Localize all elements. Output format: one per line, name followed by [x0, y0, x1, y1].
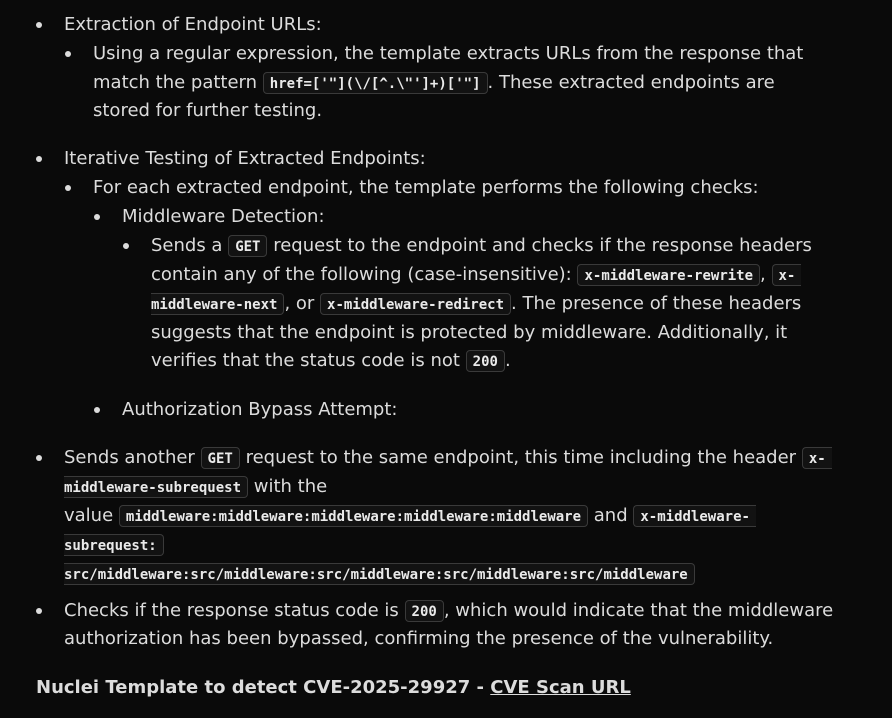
text: , or	[284, 293, 321, 314]
md-line-2	[151, 262, 801, 288]
header-rewrite-code: x-middleware-rewrite	[577, 264, 760, 286]
text: . These extracted endpoints are	[487, 72, 775, 93]
text: and	[588, 505, 634, 526]
text: contain any of the following (case-insensitive):	[151, 264, 578, 285]
md-line-1	[151, 233, 812, 259]
bypass-attempt-title: Authorization Bypass Attempt:	[122, 399, 398, 420]
get-code: GET	[201, 447, 240, 469]
src-middleware-header-code: src/middleware:src/middleware:src/middleware:src/middleware:src/middleware	[64, 563, 695, 585]
checks-line-1	[64, 598, 833, 624]
text: with the	[248, 476, 328, 497]
iterative-intro: For each extracted endpoint, the template performs the following checks:	[93, 177, 759, 198]
bullet-dot	[36, 156, 42, 162]
extraction-line-1: Using a regular expression, the template extracts URLs from the response that	[93, 43, 804, 64]
bullet-dot	[65, 51, 71, 57]
text: value	[64, 505, 119, 526]
checks-line-2: authorization has been bypassed, confirming the presence of the vulnerability.	[64, 628, 774, 649]
middleware-detection-title: Middleware Detection:	[122, 206, 325, 227]
nuclei-template-heading	[36, 675, 631, 701]
bullet-dot	[94, 214, 100, 220]
sends-line-1	[64, 445, 832, 471]
text: Checks if the response status code is	[64, 600, 405, 621]
sends-line-5	[64, 561, 695, 587]
header-redirect-code: x-middleware-redirect	[320, 293, 511, 315]
regex-pattern-code: href=['"](\/[^.\"']+)['"]	[263, 72, 488, 94]
text: , which would indicate that the middleware	[443, 600, 834, 621]
status-200-code: 200	[405, 600, 444, 622]
subrequest-header-code: middleware-subrequest	[64, 476, 248, 498]
status-200-code: 200	[466, 350, 505, 372]
src-middleware-header-code: x-middleware-	[633, 505, 756, 527]
bullet-dot	[36, 455, 42, 461]
subrequest-header-code: x-	[802, 447, 832, 469]
header-next-code: x-	[772, 264, 802, 286]
footer-text: Nuclei Template to detect CVE-2025-29927 -	[36, 677, 491, 698]
bullet-dot	[36, 608, 42, 614]
middleware-value-code: middleware:middleware:middleware:middleware:middleware	[119, 505, 588, 527]
bullet-dot	[65, 185, 71, 191]
src-middleware-header-code: subrequest:	[64, 534, 164, 556]
md-line-4: suggests that the endpoint is protected by middleware. Additionally, it	[151, 322, 788, 343]
sends-line-2	[64, 474, 327, 500]
cve-scan-url-link[interactable]: CVE Scan URL	[490, 677, 631, 698]
text: . The presence of these headers	[511, 293, 802, 314]
text: Sends a	[151, 235, 229, 256]
bullet-dot	[94, 407, 100, 413]
text: match the pattern	[93, 72, 263, 93]
text: request to the same endpoint, this time including the header	[239, 447, 802, 468]
bullet-dot	[36, 22, 42, 28]
sends-line-3	[64, 503, 756, 529]
get-code: GET	[228, 235, 267, 257]
text: request to the endpoint and checks if the response headers	[267, 235, 812, 256]
extraction-title: Extraction of Endpoint URLs:	[64, 14, 322, 35]
text: Sends another	[64, 447, 201, 468]
text: ,	[760, 264, 772, 285]
sends-line-4	[64, 532, 164, 558]
md-line-5	[151, 348, 511, 374]
extraction-line-3: stored for further testing.	[93, 100, 323, 121]
bullet-dot	[123, 243, 129, 249]
header-next-code: middleware-next	[151, 293, 284, 315]
md-line-3	[151, 291, 801, 317]
text: .	[504, 350, 511, 371]
text: verifies that the status code is not	[151, 350, 466, 371]
iterative-title: Iterative Testing of Extracted Endpoints:	[64, 148, 426, 169]
extraction-line-2	[93, 70, 775, 96]
